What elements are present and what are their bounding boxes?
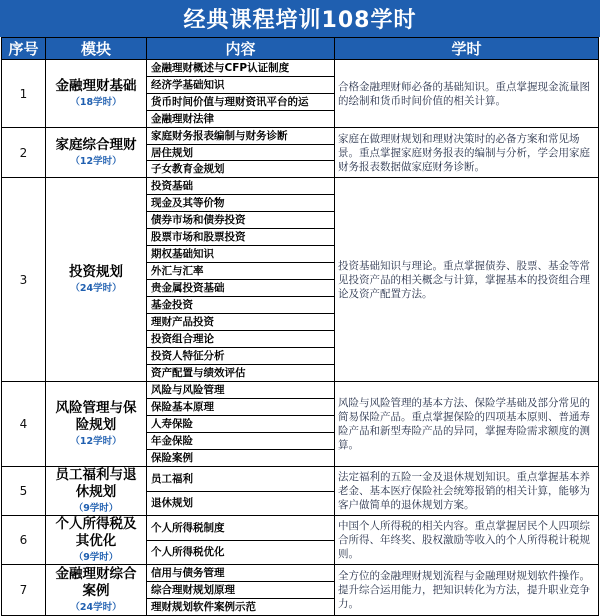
topic-item: 理财规划软件案例示范 (147, 599, 335, 616)
header-content: 内容 (147, 38, 335, 60)
table-row (2, 467, 599, 492)
topic-item: 员工福利 (147, 467, 335, 492)
topic-item: 外汇与汇率 (147, 263, 335, 280)
topic-item: 股票市场和股票投资 (147, 229, 335, 246)
topic-item: 保险案例 (147, 450, 335, 467)
module-cell (46, 467, 147, 516)
table-row (2, 128, 599, 145)
header-seq: 序号 (2, 38, 46, 60)
topic-item: 基金投资 (147, 297, 335, 314)
module-hours: （24学时） (70, 602, 122, 613)
module-description: 风险与风险管理的基本方法、保险学基础及部分常见的简易保险产品。重点掌握保险的四项基本原则、普通寿险产品和新型寿险产品的异同，掌握寿险需求额度的测算。 (335, 382, 599, 467)
module-cell (46, 60, 147, 128)
topic-item: 理财产品投资 (147, 314, 335, 331)
table-row (2, 382, 599, 399)
module-name: 家庭综合理财 (55, 137, 137, 153)
module-cell (46, 178, 147, 382)
topic-item: 投资组合理论 (147, 331, 335, 348)
header-hours: 学时 (335, 38, 599, 60)
module-description: 投资基础知识与理论。重点掌握债券、股票、基金等常见投资产品的相关概念与计算，掌握基本的投资组合理论及资产配置方法。 (335, 178, 599, 382)
module-cell (46, 565, 147, 616)
module-seq: 3 (2, 178, 46, 382)
module-seq: 1 (2, 60, 46, 128)
module-seq: 7 (2, 565, 46, 616)
module-hours: （12学时） (70, 156, 122, 167)
module-description: 家庭在做理财规划和理财决策时的必备方案和常见场景。重点掌握家庭财务报表的编制与分析，学会用家庭财务报表数据做家庭财务诊断。 (335, 128, 599, 178)
module-hours: （12学时） (70, 436, 122, 447)
topic-item: 居住规划 (147, 145, 335, 161)
topic-item: 风险与风险管理 (147, 382, 335, 399)
topic-item: 年金保险 (147, 433, 335, 450)
topic-item: 子女教育金规划 (147, 161, 335, 178)
topic-item: 人寿保险 (147, 416, 335, 433)
topic-item: 资产配置与绩效评估 (147, 365, 335, 382)
table-row (2, 60, 599, 77)
module-cell (46, 382, 147, 467)
module-cell (46, 128, 147, 178)
topic-item: 期权基础知识 (147, 246, 335, 263)
module-name: 投资规划 (69, 264, 123, 280)
topic-item: 投资人特征分析 (147, 348, 335, 365)
page-title: 经典课程培训108学时 (0, 0, 600, 37)
topic-item: 信用与债务管理 (147, 565, 335, 582)
module-description: 中国个人所得税的相关内容。重点掌握居民个人四项综合所得、年终奖、股权激励等收入的个人所得税计税规则。 (335, 516, 599, 565)
table-row (2, 516, 599, 541)
module-hours: （9学时） (73, 503, 119, 514)
module-hours: （9学时） (73, 552, 119, 563)
module-description: 全方位的金融理财规划流程与金融理财规划软件操作。提升综合运用能力，把知识转化为方法，提升职业竞争力。 (335, 565, 599, 616)
module-name: 个人所得税及其优化 (55, 516, 137, 549)
topic-item: 货币时间价值与理财资讯平台的运 (147, 94, 335, 111)
topic-item: 投资基础 (147, 178, 335, 195)
module-seq: 2 (2, 128, 46, 178)
topic-item: 个人所得税优化 (147, 540, 335, 565)
module-cell (46, 516, 147, 565)
topic-item: 债券市场和债券投资 (147, 212, 335, 229)
table-row (2, 178, 599, 195)
topic-item: 贵金属投资基础 (147, 280, 335, 297)
module-name: 风险管理与保险规划 (55, 400, 137, 433)
table-row (2, 565, 599, 582)
topic-item: 金融理财法律 (147, 111, 335, 128)
topic-item: 保险基本原理 (147, 399, 335, 416)
topic-item: 金融理财概述与CFP认证制度 (147, 60, 335, 77)
course-table (1, 37, 599, 616)
header-module: 模块 (46, 38, 147, 60)
topic-item: 经济学基础知识 (147, 77, 335, 94)
module-name: 员工福利与退休规划 (55, 467, 137, 500)
module-description: 法定福利的五险一金及退休规划知识。重点掌握基本养老金、基本医疗保险社会统筹报销的相关计算，能够为客户做简单的退休规划方案。 (335, 467, 599, 516)
module-hours: （24学时） (70, 283, 122, 294)
topic-item: 个人所得税制度 (147, 516, 335, 541)
module-seq: 5 (2, 467, 46, 516)
module-hours: （18学时） (70, 97, 122, 108)
header-row (2, 38, 599, 60)
module-description: 合格金融理财师必备的基础知识。重点掌握现金流量图的绘制和货币时间价值的相关计算。 (335, 60, 599, 128)
topic-item: 现金及其等价物 (147, 195, 335, 212)
module-seq: 6 (2, 516, 46, 565)
topic-item: 综合理财规划原理 (147, 582, 335, 599)
module-name: 金融理财基础 (55, 78, 137, 94)
topic-item: 家庭财务报表编制与财务诊断 (147, 128, 335, 145)
module-name: 金融理财综合案例 (55, 566, 137, 599)
topic-item: 退休规划 (147, 491, 335, 516)
module-seq: 4 (2, 382, 46, 467)
